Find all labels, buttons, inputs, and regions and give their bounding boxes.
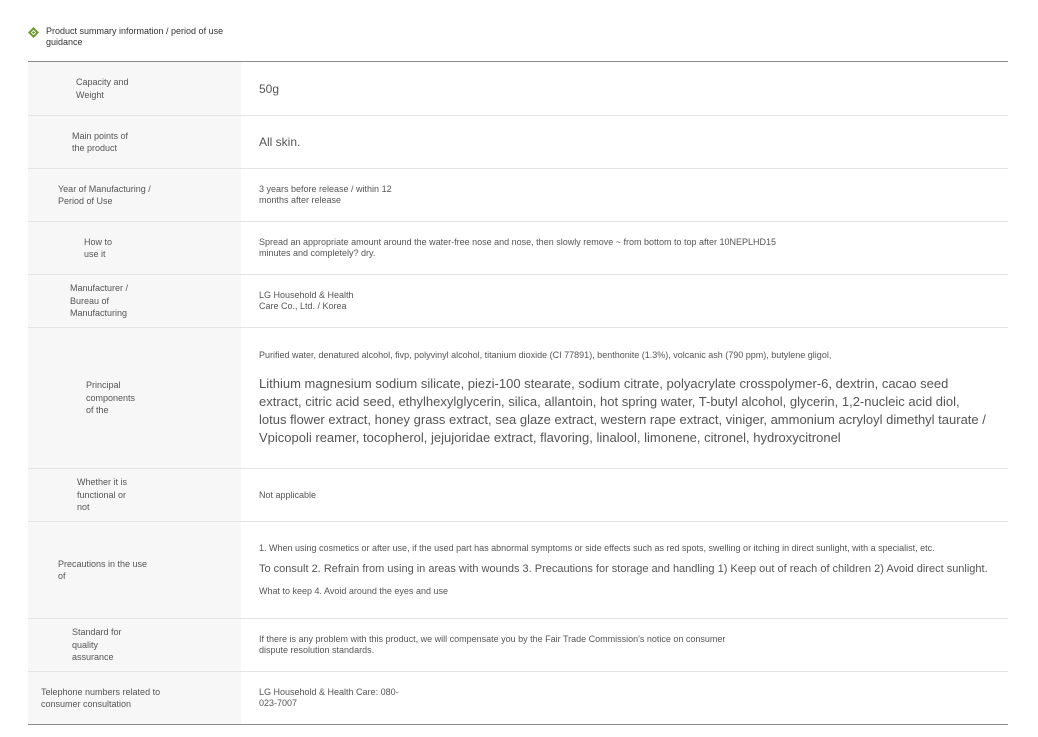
precautions-value-line1: 1. When using cosmetics or after use, if the used part has abnormal symptoms or side effects such as red spots, swelling or itching in direct sunlight, with a specialist, etc. [259, 543, 935, 553]
manufacturer-value: LG Household & Health Care Co., Ltd. / Korea [259, 290, 354, 311]
main-points-label: Main points of the product [72, 130, 129, 153]
row-label [28, 169, 241, 222]
row-value [241, 672, 1008, 725]
row-value [241, 469, 1008, 522]
table-row [28, 116, 1008, 169]
row-value [241, 116, 1008, 169]
table-row [28, 672, 1008, 725]
row-label [28, 116, 241, 169]
table-row [28, 62, 1008, 116]
how-to-use-value: Spread an appropriate amount around the water-free nose and nose, then slowly remove ~ from bottom to top after 10NEPLHD15 minutes and completely? dry. [259, 237, 777, 258]
capacity-label: Capacity and Weight [76, 77, 129, 100]
principal-label: Principal components of the [86, 380, 136, 416]
product-info-table [28, 61, 1008, 725]
section-title: Product summary information / period of use guidance [46, 26, 224, 47]
functional-value: Not applicable [259, 489, 317, 500]
functional-label: Whether it is functional or not [77, 477, 128, 513]
row-label [28, 275, 241, 328]
quality-label: Standard for quality assurance [72, 627, 122, 663]
telephone-value: LG Household & Health Care: 080- 023-7007 [259, 687, 399, 708]
table-row [28, 222, 1008, 275]
quality-value: If there is any problem with this product, we will compensate you by the Fair Trade Commission's notice on consumer dispute resolution standards. [259, 634, 726, 655]
row-label [28, 62, 241, 116]
table-row [28, 469, 1008, 522]
row-label [28, 222, 241, 275]
row-label [28, 522, 241, 619]
precautions-label: Precautions in the use of [58, 558, 148, 581]
row-label [28, 619, 241, 672]
table-row [28, 328, 1008, 469]
row-value [241, 169, 1008, 222]
capacity-value: 50g [259, 81, 280, 96]
section-heading [28, 26, 248, 48]
row-label [28, 672, 241, 725]
principal-value-line1: Purified water, denatured alcohol, fivp, polyvinyl alcohol, titanium dioxide (CI 77891), benthonite (1.3%), volcanic ash (790 ppm), butylene gligol, [259, 349, 832, 360]
table-row [28, 522, 1008, 619]
manufacturer-label: Manufacturer / Bureau of Manufacturing [70, 283, 129, 319]
main-points-value: All skin. [259, 135, 301, 149]
row-value [241, 328, 1008, 469]
manufacturing-value: 3 years before release / within 12 months after release [259, 184, 392, 205]
how-to-use-label: How to use it [84, 236, 113, 259]
manufacturing-label: Year of Manufacturing / Period of Use [58, 183, 151, 206]
precautions-value-line3: What to keep 4. Avoid around the eyes and use [259, 586, 448, 596]
row-value [241, 619, 1008, 672]
row-value [241, 275, 1008, 328]
row-value [241, 62, 1008, 116]
precautions-value-line2: To consult 2. Refrain from using in areas with wounds 3. Precautions for storage and handling 1) Keep out of reach of children 2) Avoid direct sunlight. [259, 563, 988, 575]
row-label [28, 469, 241, 522]
row-value [241, 522, 1008, 619]
row-label [28, 328, 241, 469]
table-row [28, 619, 1008, 672]
table-row [28, 275, 1008, 328]
row-value [241, 222, 1008, 275]
table-row [28, 169, 1008, 222]
telephone-label: Telephone numbers related to consumer consultation [41, 686, 161, 709]
green-diamond-icon [28, 27, 39, 38]
principal-value-line2: Lithium magnesium sodium silicate, piezi-100 stearate, sodium citrate, polyacrylate crosspolymer-6, dextrin, cacao seed extract, citric acid seed, ethylhexylglycerin, silica, allantoin, hot spring water, T-butyl alcohol, glycerin, 1,2-nucleic acid diol, lotus flower extract, honey grass extract, sea glaze extract, western rape extract, viniger, ammonium acryloyl dimethyl taurate / Vpicopoli reamer, tocopherol, jejujoridae extract, flavoring, linalool, limonene, citronel, hydroxycitronel [259, 375, 986, 445]
